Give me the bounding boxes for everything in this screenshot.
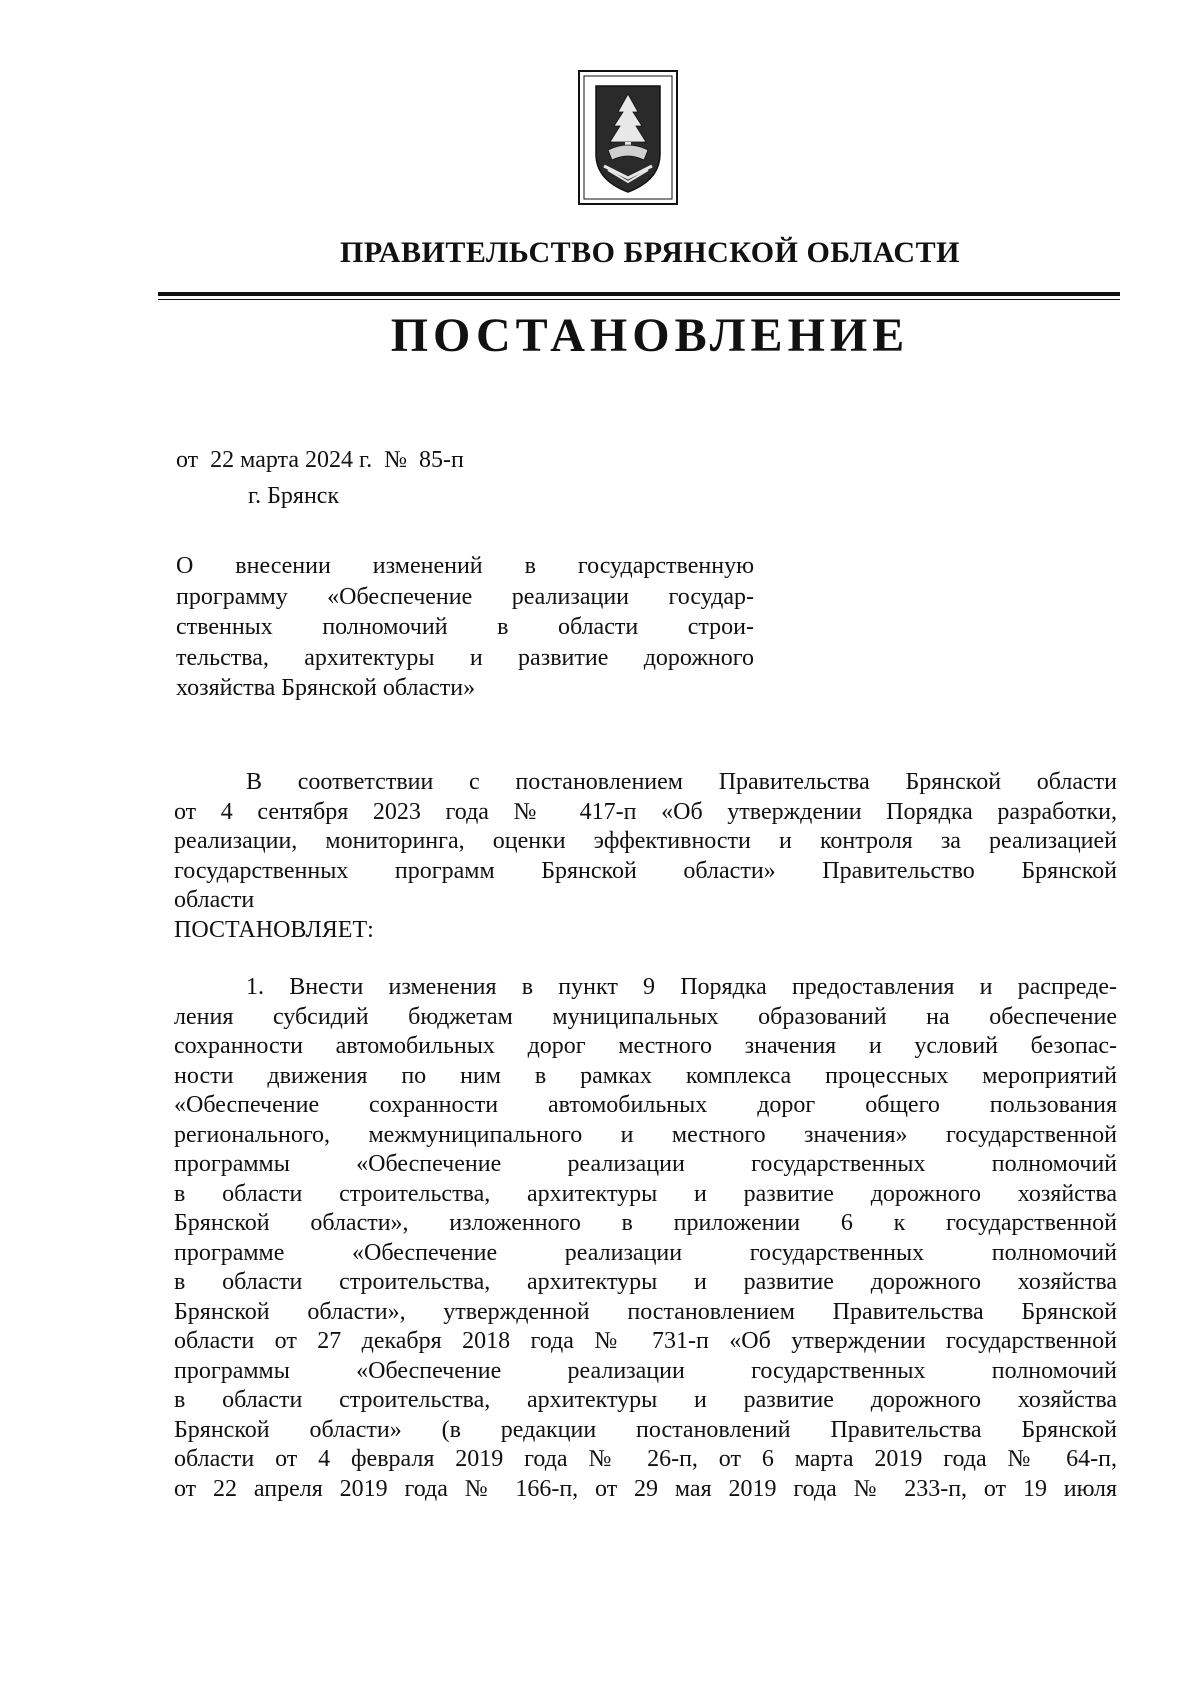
clause-line: программы «Обеспечение реализации государственных полномочий [174,1357,1117,1384]
decree-body [174,768,1117,1504]
preamble-line: государственных программ Брянской области» Правительство Брянской [174,857,1117,884]
government-name: ПРАВИТЕЛЬСТВО БРЯНСКОЙ ОБЛАСТИ [340,236,960,269]
preamble-line: от 4 сентября 2023 года № 417-п «Об утверждении Порядка разработки, [174,798,1117,825]
clause-line: ности движения по ним в рамках комплекса процессных мероприятий [174,1062,1117,1089]
clause-line: в области строительства, архитектуры и развитие дорожного хозяйства [174,1180,1117,1207]
clause-line: от 22 апреля 2019 года № 166-п, от 29 мая 2019 года № 233-п, от 19 июля [174,1475,1117,1502]
clause-line: области от 27 декабря 2018 года № 731-п «Об утверждении государственной [174,1328,1117,1354]
resolves-heading: ПОСТАНОВЛЯЕТ: [174,916,374,943]
clause-line: программе «Обеспечение реализации государственных полномочий [174,1239,1117,1266]
clause-line: программы «Обеспечение реализации государственных полномочий [174,1151,1117,1177]
clause-line: Брянской области», утвержденной постановлением Правительства Брянской [174,1298,1117,1325]
clause-line: в области строительства, архитектуры и развитие дорожного хозяйства [174,1387,1117,1413]
clause-line: сохранности автомобильных дорог местного значения и условий безопас- [174,1033,1117,1059]
preamble-line: В соответствии с постановлением Правительства Брянской области [246,769,1117,795]
subject-line: хозяйства Брянской области» [176,675,476,701]
header-divider-thick [158,292,1120,296]
preamble-line: области [174,887,255,913]
clause-line: области от 4 февраля 2019 года № 26-п, от 6 марта 2019 года № 64-п, [174,1446,1117,1472]
decree-subject [176,551,754,704]
header-divider-thin [158,299,1120,300]
subject-line: тельства, архитектуры и развитие дорожного [176,644,754,671]
preamble-line: реализации, мониторинга, оценки эффективности и контроля за реализацией [174,828,1117,854]
clause-line: Брянской области» (в редакции постановлений Правительства Брянской [174,1416,1117,1443]
clause-line: 1. Внести изменения в пункт 9 Порядка предоставления и распреде- [246,974,1117,1000]
clause-line: «Обеспечение сохранности автомобильных дорог общего пользования [174,1092,1117,1118]
subject-line: программу «Обеспечение реализации государ- [176,583,754,610]
decree-date-number: от 22 марта 2024 г. № 85-п [176,447,464,473]
decree-city: г. Брянск [248,483,340,509]
document-type-title: ПОСТАНОВЛЕНИЕ [390,309,910,362]
clause-line: Брянской области», изложенного в приложении 6 к государственной [174,1210,1117,1236]
clause-line: в области строительства, архитектуры и развитие дорожного хозяйства [174,1269,1117,1295]
clause-line: регионального, межмуниципального и местного значения» государственной [174,1121,1117,1148]
coat-of-arms-icon [578,70,678,205]
clause-line: ления субсидий бюджетам муниципальных образований на обеспечение [174,1003,1117,1030]
subject-line: ственных полномочий в области строи- [176,614,754,640]
subject-line: О внесении изменений в государственную [176,553,754,579]
